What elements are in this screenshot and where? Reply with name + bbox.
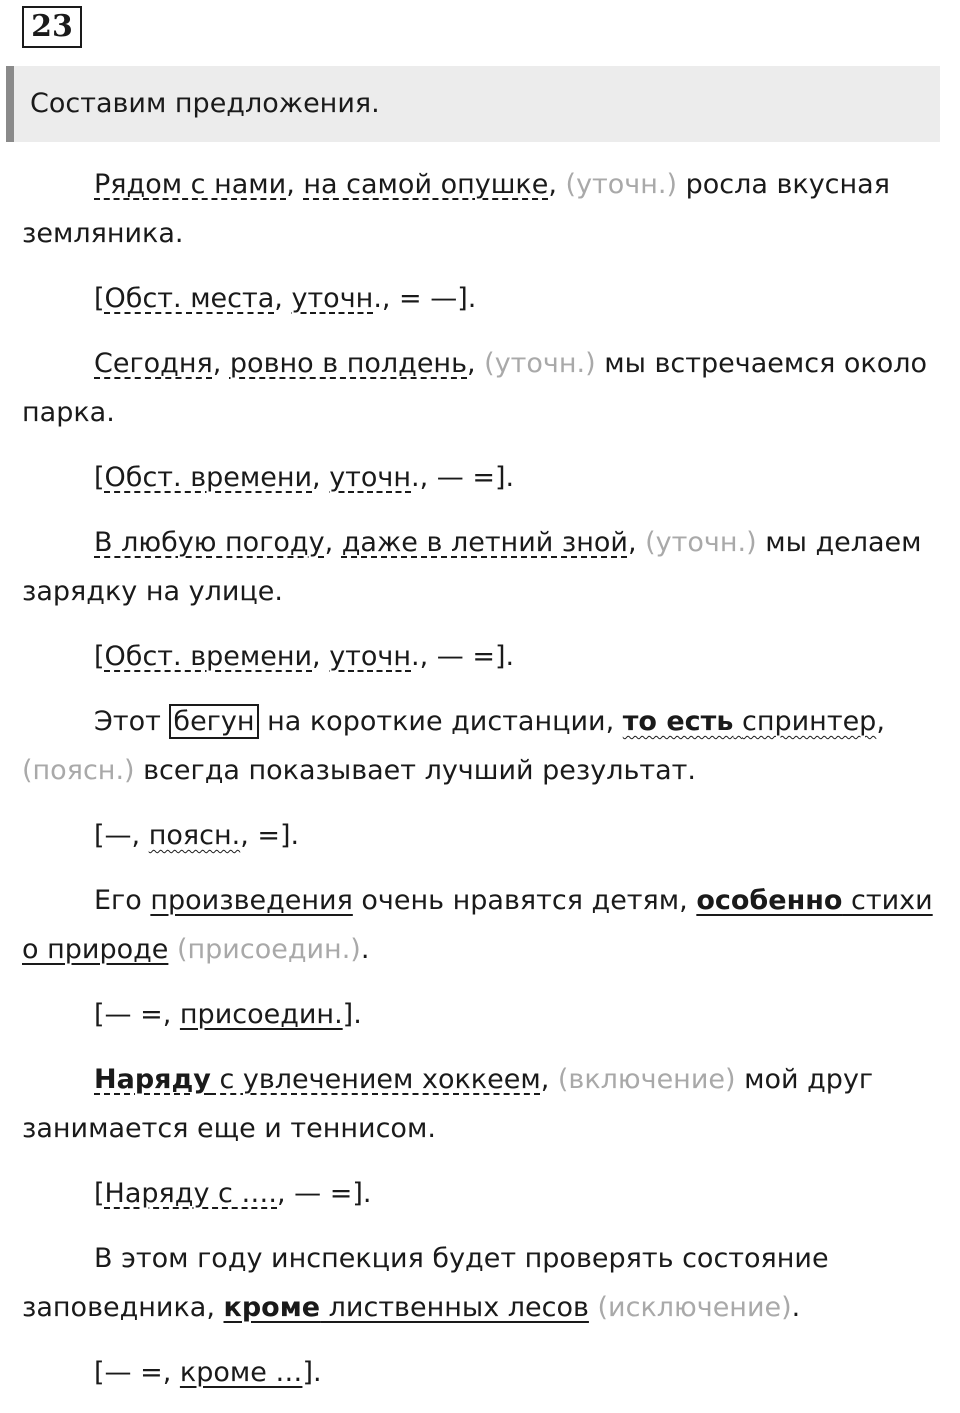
note: (уточн.) xyxy=(565,169,678,200)
sentence-5: Его произведения очень нравятся детям, особенно стихи о природе (присоедин.). xyxy=(22,885,933,965)
joined-subject: стихи о природе xyxy=(22,885,933,965)
instruction-text: Составим предложения. xyxy=(30,88,380,119)
instruction-banner xyxy=(6,66,940,142)
adverbial: В любую погоду xyxy=(94,527,325,558)
exercise-content xyxy=(22,160,952,1413)
note: (присоедин.) xyxy=(176,934,361,965)
sentence-2: Сегодня, ровно в полдень, (уточн.) мы встречаемся около парка. xyxy=(22,348,928,428)
note: (поясн.) xyxy=(22,755,135,786)
scheme-2: [Обст. времени, уточн., — =]. xyxy=(94,462,515,493)
scheme-3: [Обст. времени, уточн., — =]. xyxy=(94,641,515,672)
scheme-7: [— =, кроме …]. xyxy=(94,1357,322,1388)
conjunction: особенно xyxy=(696,885,843,916)
note: (включение) xyxy=(557,1064,736,1095)
included-phrase: с увлечением хоккеем xyxy=(210,1064,541,1095)
clarifying-adverbial: даже в летний зной xyxy=(341,527,628,558)
note: (уточн.) xyxy=(645,527,757,558)
subject: произведения xyxy=(150,885,353,916)
sentence-3: В любую погоду, даже в летний зной, (уточн.) мы делаем зарядку на улице. xyxy=(22,527,922,607)
scheme-4: [—, поясн., =]. xyxy=(94,820,300,851)
scheme-1: [Обст. места, уточн., = —]. xyxy=(94,283,477,314)
scheme-6: [Наряду с …., — =]. xyxy=(94,1178,372,1209)
sentence-7: В этом году инспекция будет проверять состояние заповедника, кроме лиственных лесов (исключение). xyxy=(22,1243,829,1323)
adverbial: Сегодня xyxy=(94,348,213,379)
preposition: Наряду xyxy=(94,1064,211,1095)
excluded-phrase: лиственных лесов xyxy=(320,1292,589,1323)
clarifying-adverbial: на самой опушке xyxy=(303,169,549,200)
sentence-4: Этот бегун на короткие дистанции, то есть спринтер, (поясн.) всегда показывает лучший результат. xyxy=(22,706,885,786)
adverbial: Рядом с нами xyxy=(94,169,287,200)
scheme-5: [— =, присоедин.]. xyxy=(94,999,362,1030)
preposition: кроме xyxy=(223,1292,321,1323)
sentence-1: Рядом с нами, на самой опушке, (уточн.) росла вкусная земляника. xyxy=(22,169,890,249)
clarifying-adverbial: ровно в полдень xyxy=(229,348,467,379)
boxed-word: бегун xyxy=(169,704,258,739)
note: (исключение) xyxy=(597,1292,792,1323)
note: (уточн.) xyxy=(484,348,596,379)
conjunction: то есть xyxy=(622,706,734,737)
explanatory-word: спринтер xyxy=(742,706,877,737)
task-number: 23 xyxy=(22,6,82,48)
sentence-6: Наряду с увлечением хоккеем, (включение) мой друг занимается еще и теннисом. xyxy=(22,1064,874,1144)
